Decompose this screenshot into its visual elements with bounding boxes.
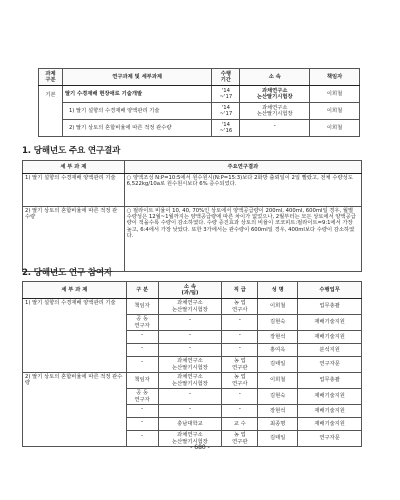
participant-duty: 재배기술지원	[298, 331, 362, 344]
participant-org: 과채연구소 논산딸기시험장	[158, 357, 222, 373]
participant-org: ″	[158, 315, 222, 331]
participant-org: ″	[158, 405, 222, 418]
col-header-task: 연구과제 및 세부과제	[62, 69, 211, 86]
participant-name: 장현석	[258, 405, 298, 418]
participant-name: 김현숙	[258, 389, 298, 405]
participant-rank: ″	[222, 344, 258, 357]
participant-role: ″	[126, 344, 158, 357]
task-org: 과채연구소 논산딸기시험장	[240, 103, 310, 120]
col-header-duty: 수행업무	[298, 282, 362, 299]
task-lead: 이희철	[310, 103, 360, 120]
participant-duty: 재배기술지원	[298, 418, 362, 431]
participant-duty: 업무총괄	[298, 373, 362, 389]
table-row	[39, 120, 360, 137]
participant-org: ″	[158, 331, 222, 344]
participant-name: 김태일	[258, 357, 298, 373]
col-header-role: 구 분	[126, 282, 158, 299]
participant-org: 과채연구소 논산딸기시험장	[158, 373, 222, 389]
section-title-participants: 2. 당해년도 연구 참여자	[22, 268, 113, 278]
participant-org: ″	[158, 389, 222, 405]
table-row	[23, 174, 362, 207]
participant-org: ″	[158, 344, 222, 357]
participant-role: ″	[126, 431, 158, 447]
participant-rank: 농 업 연구사	[222, 373, 258, 389]
participant-duty: 분석지원	[298, 344, 362, 357]
task-type: 기본	[39, 86, 63, 137]
participant-subtask: 2) 딸기 상토의 혼합비율에 따른 적정 관수량	[23, 373, 127, 447]
task-name: 딸기 수경재배 현장애로 기술개발	[62, 86, 211, 103]
participant-role: 공 동 연구자	[126, 315, 158, 331]
section-title-results: 1. 당해년도 주요 연구결과	[22, 146, 121, 156]
participant-role: ″	[126, 405, 158, 418]
participant-role: ″	[126, 331, 158, 344]
task-org: ″	[240, 120, 310, 137]
col-header-name: 성 명	[258, 282, 298, 299]
participant-subtask: 1) 딸기 설향의 수경재배 양액관리 기술	[23, 299, 127, 373]
participant-org: 과채연구소 논산딸기시험장	[158, 299, 222, 315]
subtask-result: ○ 펄라이트 비율이 10, 40, 70%인 상토에서 양액공급량이 200ml, 400ml, 600ml일 경우, 월별 수량성은 12월~1월까지는 양액공급량에 따른 차이가 없었으나, 2월부터는 모든 상토에서 양액공급량이 적을수록 수량이 감소하였다. 수량 증진효과 상토의 비율이 코코피트:펄라이트=9:1에서 가장 높고, 6:4에서 가장 낮았다. 또한 3가에서는 관수량이 600ml일 경우, 400ml보다 수량이 감소하였다.	[124, 207, 361, 272]
table-header-row	[23, 282, 362, 299]
col-header-affiliation: 소 속 (과/팀)	[158, 282, 222, 299]
table-row	[23, 373, 362, 389]
col-header-type: 과제 구분	[39, 69, 63, 86]
col-header-org: 소 속	[240, 69, 310, 86]
research-results-table	[22, 160, 362, 272]
participant-rank: 농 업 연구관	[222, 357, 258, 373]
col-header-result: 주요연구결과	[124, 161, 361, 174]
participant-name: 김현숙	[258, 315, 298, 331]
participant-name: 이희철	[258, 299, 298, 315]
task-period: '14 ~'17	[212, 103, 240, 120]
table-row	[23, 207, 362, 272]
project-overview-table	[38, 68, 360, 137]
col-header-lead: 책임자	[310, 69, 360, 86]
participant-rank: ″	[222, 405, 258, 418]
task-period: '14 ~'16	[212, 120, 240, 137]
table-row	[39, 103, 360, 120]
participant-role: 공 동 연구자	[126, 389, 158, 405]
participant-rank: ″	[222, 331, 258, 344]
participant-rank: ″	[222, 389, 258, 405]
participant-role: 책임자	[126, 299, 158, 315]
table-header-row	[39, 69, 360, 86]
participant-duty: 재배기술지원	[298, 405, 362, 418]
task-org: 과채연구소 논산딸기시험장	[240, 86, 310, 103]
participant-org: 과채연구소 논산딸기시험장	[158, 431, 222, 447]
col-header-rank: 직 급	[222, 282, 258, 299]
participant-role: ″	[126, 357, 158, 373]
table-row	[39, 86, 360, 103]
col-header-subtask: 세 부 과 제	[23, 161, 125, 174]
participant-name: 최종명	[258, 418, 298, 431]
participant-rank: 농 업 연구사	[222, 299, 258, 315]
col-header-period: 수행 기간	[212, 69, 240, 86]
task-name: 2) 딸기 상토의 혼합비율에 따른 적정 관수량	[62, 120, 211, 137]
participant-role: 책임자	[126, 373, 158, 389]
participant-duty: 업무총괄	[298, 299, 362, 315]
participant-duty: 재배기술지원	[298, 315, 362, 331]
participants-table	[22, 281, 362, 447]
table-row	[23, 299, 362, 315]
participant-rank: 교 수	[222, 418, 258, 431]
task-period: '14 ~'17	[212, 86, 240, 103]
task-lead: 이희철	[310, 86, 360, 103]
participant-duty: 연구자문	[298, 357, 362, 373]
subtask-result: ○ 양액조성 N:P=10:5에서 원수원시(N:P=15:3)보다 2화방 출뢰일이 2일 빨랐고, 전체 수량성도 6,522kg/10a로 원수원시보다 6% 증수되었다.	[124, 174, 361, 207]
participant-name: 김태일	[258, 431, 298, 447]
subtask-name: 1) 딸기 설향의 수경재배 양액관리 기술	[23, 174, 125, 207]
participant-rank: ″	[222, 315, 258, 331]
task-lead: 이희철	[310, 120, 360, 137]
participant-name: 홍여옥	[258, 344, 298, 357]
col-header-subtask: 세 부 과 제	[23, 282, 127, 299]
task-name: 1) 딸기 설향의 수경재배 양액관리 기술	[62, 103, 211, 120]
participant-duty: 재배기술지원	[298, 389, 362, 405]
participant-duty: 연구자문	[298, 431, 362, 447]
participant-org: 충남대학교	[158, 418, 222, 431]
table-header-row	[23, 161, 362, 174]
page-number: - 680 -	[190, 444, 210, 451]
participant-role: ″	[126, 418, 158, 431]
participant-name: 이희철	[258, 373, 298, 389]
participant-rank: 농 업 연구관	[222, 431, 258, 447]
subtask-name: 2) 딸기 상토의 혼합비율에 따른 적정 관수량	[23, 207, 125, 272]
participant-name: 장현석	[258, 331, 298, 344]
